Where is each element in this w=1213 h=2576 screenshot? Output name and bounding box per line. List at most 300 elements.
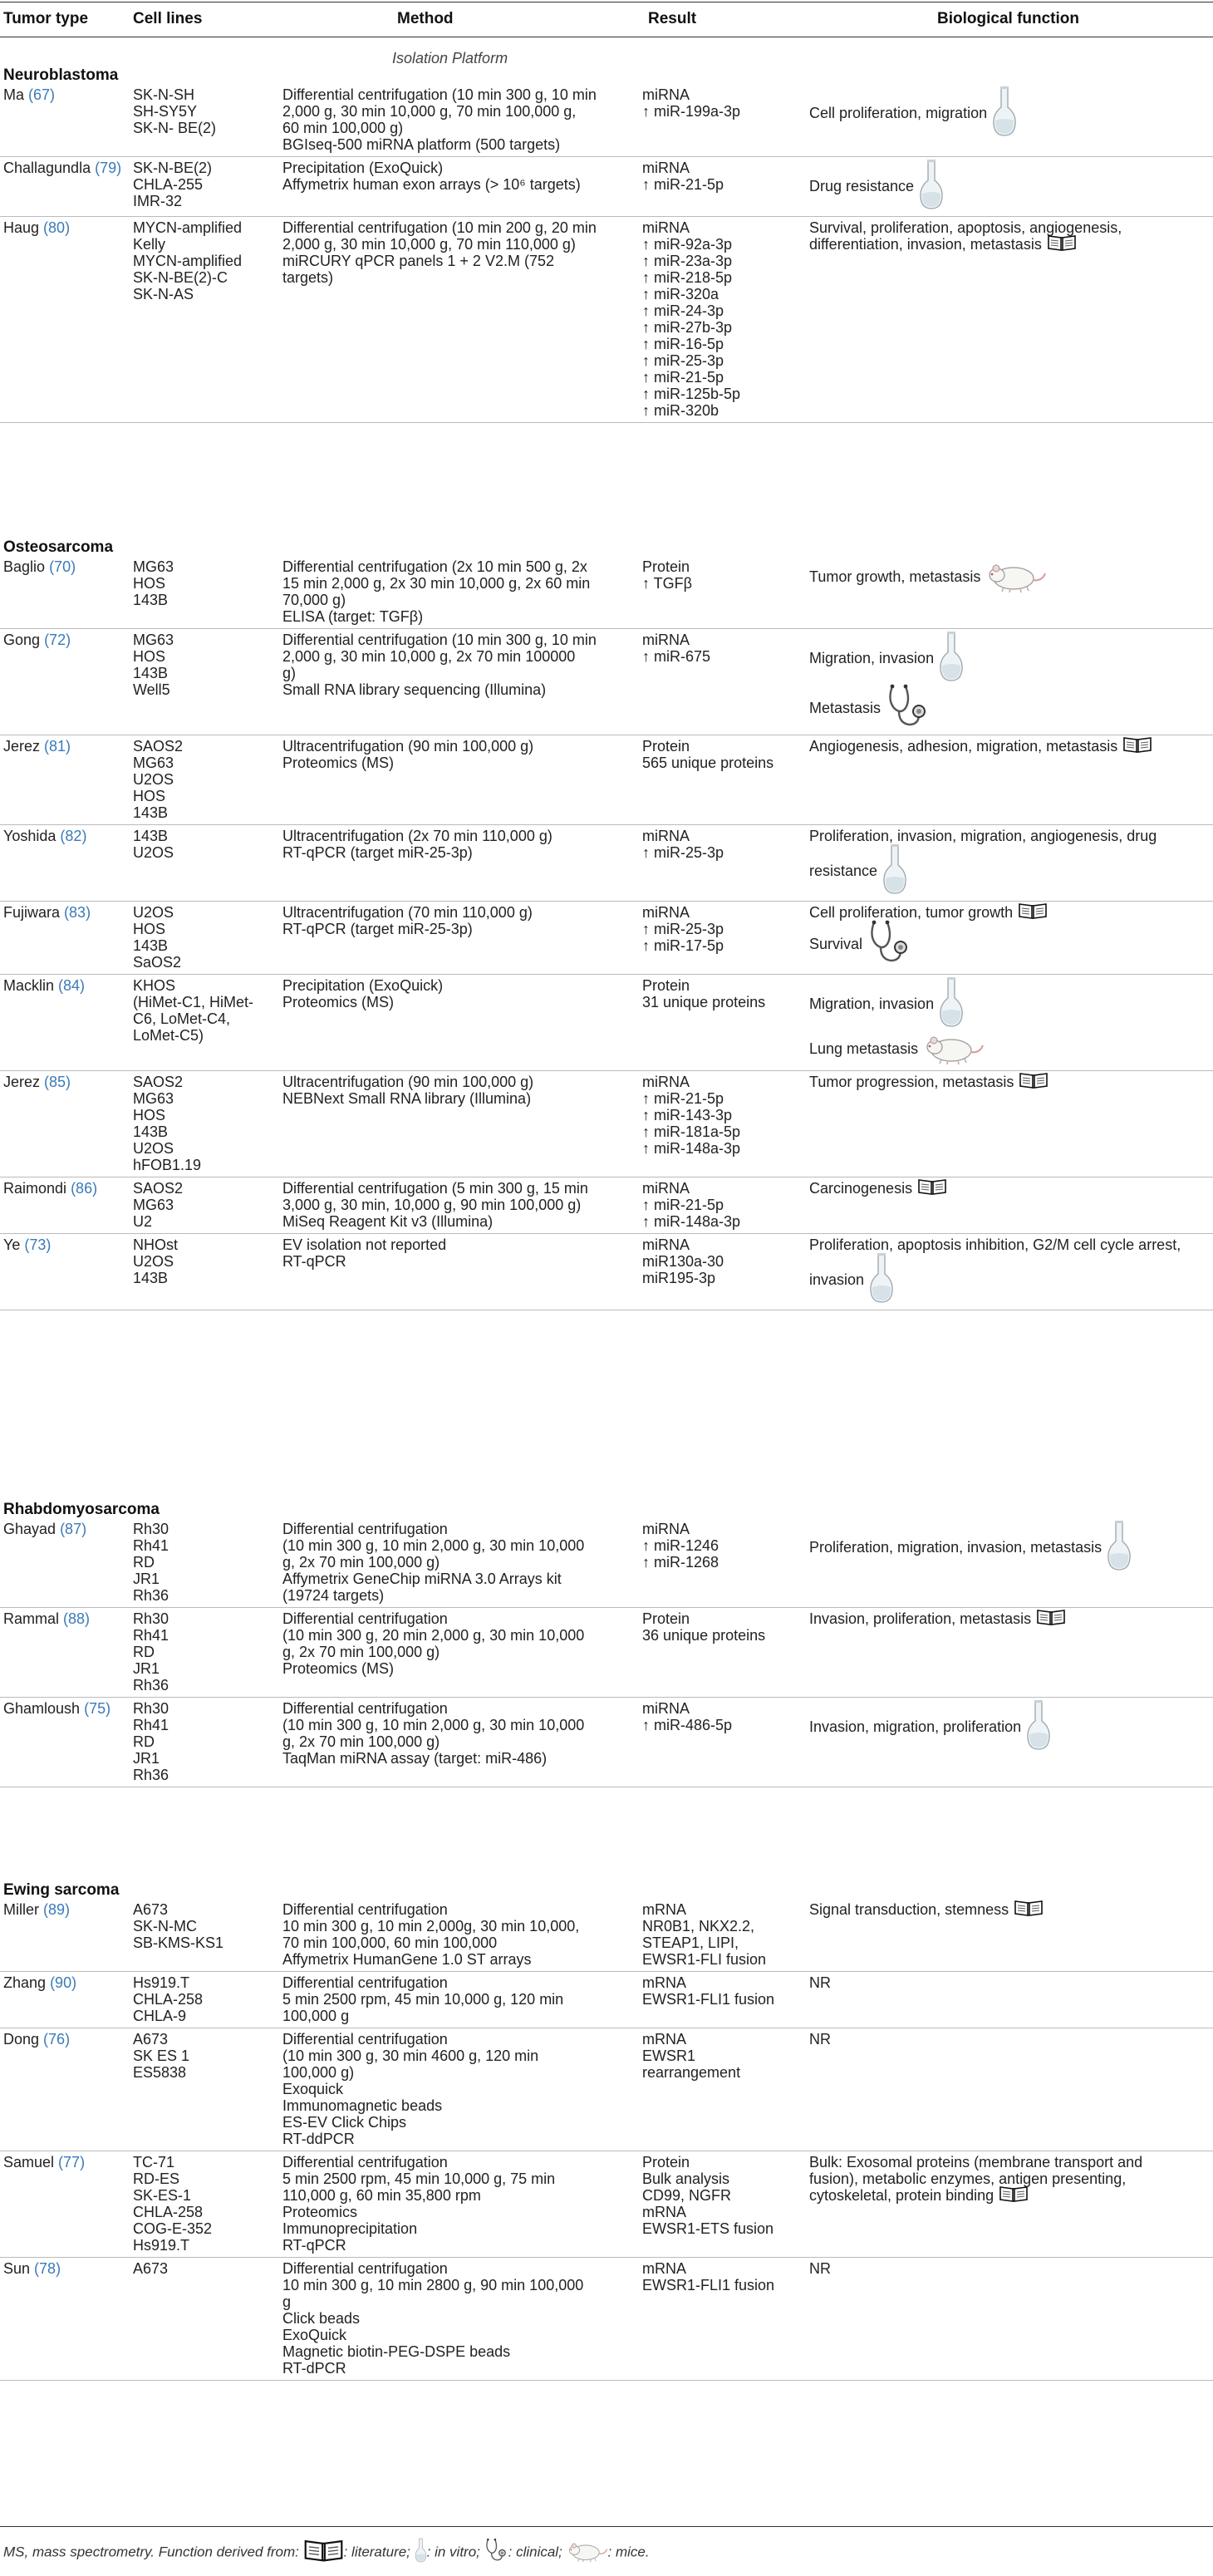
result-line: 565 unique proteins: [642, 755, 774, 771]
cell-lines-line: hFOB1.19: [133, 1157, 202, 1173]
cell-lines-line: CHLA-9: [133, 2008, 187, 2024]
function-line: [809, 977, 985, 1030]
biological-function: [809, 1700, 1051, 1753]
row-author: [3, 558, 76, 575]
method: [282, 2031, 538, 2147]
reference-link[interactable]: (79): [95, 160, 122, 176]
function-text: Metastasis: [809, 700, 882, 716]
result-line: ↑ miR-320b: [642, 402, 719, 419]
cell-lines-line: A673: [133, 2260, 169, 2277]
method: [282, 2154, 555, 2254]
cell-lines-line: MG63: [133, 558, 174, 575]
function-text: Proliferation, apoptosis inhibition, G2/M cell cycle arrest,: [809, 1236, 1181, 1253]
result: [642, 2260, 774, 2293]
function-text: Cell proliferation, tumor growth: [809, 904, 1014, 921]
row-author: [3, 977, 85, 994]
cell-lines: [133, 1610, 169, 1694]
row-author: [3, 1521, 86, 1537]
method-line: Differential centrifugation: [282, 2031, 448, 2048]
result-line: ↑ miR-125b-5p: [642, 386, 741, 402]
function-text: Lung metastasis: [809, 1040, 919, 1057]
row-rule: [0, 824, 1213, 825]
method-line: Proteomics: [282, 2204, 358, 2220]
reference-link[interactable]: (77): [58, 2154, 86, 2170]
function-text: Angiogenesis, adhesion, migration, metastasis: [809, 738, 1118, 755]
reference-link[interactable]: (70): [49, 558, 76, 575]
cell-lines-line: CHLA-255: [133, 176, 204, 193]
function-line: [809, 2260, 831, 2277]
biological-function: [809, 1521, 1132, 1574]
result-line: ↑ miR-143-3p: [642, 1107, 733, 1123]
biological-function: [809, 2154, 1142, 2204]
result: [642, 2154, 773, 2237]
result-line: miRNA: [642, 219, 690, 236]
biological-function: [809, 2031, 831, 2048]
result: [642, 1700, 732, 1733]
function-text: NR: [809, 2031, 831, 2048]
method-line: (10 min 300 g, 10 min 2,000 g, 30 min 10,000: [282, 1537, 585, 1554]
author-name: Rammal: [3, 1610, 60, 1627]
cell-lines: [133, 1901, 223, 1951]
cell-lines-line: SB-KMS-KS1: [133, 1934, 224, 1951]
result-line: STEAP1, LIPI,: [642, 1934, 739, 1951]
method-line: Differential centrifugation: [282, 1974, 448, 1991]
cell-lines-line: CHLA-258: [133, 1991, 204, 2008]
method-line: 10 min 300 g, 10 min 2800 g, 90 min 100,000: [282, 2277, 584, 2293]
function-line: [809, 1610, 1066, 1627]
function-text: Signal transduction, stemness: [809, 1901, 1009, 1918]
method-line: BGIseq-500 miRNA platform (500 targets): [282, 136, 561, 153]
method-line: 100,000 g: [282, 2008, 350, 2024]
result-line: miRNA: [642, 1700, 690, 1717]
reference-link[interactable]: (84): [58, 977, 86, 994]
literature-book-icon: [1019, 1071, 1048, 1093]
cell-lines: [133, 1700, 169, 1783]
in-vitro-flask-icon: [869, 1252, 894, 1307]
function-text: cytoskeletal, protein binding: [809, 2187, 994, 2204]
author-name: Jerez: [3, 1074, 41, 1090]
bottom-rule: [0, 2526, 1213, 2527]
cell-lines-line: SK-N-BE(2)-C: [133, 269, 228, 286]
row-author: [3, 1074, 71, 1090]
function-line: [809, 1236, 1181, 1253]
method-line: Differential centrifugation: [282, 1700, 448, 1717]
result-line: miRNA: [642, 828, 690, 844]
function-line: [809, 558, 1047, 595]
biological-function: [809, 904, 1048, 967]
row-rule: [0, 2257, 1213, 2258]
literature-book-icon: [1018, 902, 1048, 923]
result: [642, 1901, 766, 1968]
function-text: Invasion, migration, proliferation: [809, 1718, 1022, 1735]
cell-lines-line: SAOS2: [133, 738, 184, 755]
in-vitro-flask-icon: [939, 631, 964, 686]
cell-lines-line: Rh41: [133, 1717, 169, 1733]
method-line: Ultracentrifugation (70 min 110,000 g): [282, 904, 533, 921]
function-line: [809, 738, 1152, 755]
cell-lines-line: MYCN-amplified: [133, 253, 243, 269]
result-line: Protein: [642, 1610, 690, 1627]
row-author: [3, 738, 71, 755]
method-line: 70 min 100,000, 60 min 100,000: [282, 1934, 498, 1951]
method: [282, 1610, 584, 1677]
cell-lines-line: 143B: [133, 1123, 169, 1140]
cell-lines-line: 143B: [133, 665, 169, 681]
result-line: Protein: [642, 738, 690, 755]
row-author: [3, 86, 55, 103]
reference-link[interactable]: (86): [71, 1180, 98, 1197]
function-line: [809, 685, 964, 731]
cell-lines-line: Rh30: [133, 1700, 169, 1717]
cell-lines-line: MYCN-amplified: [133, 219, 243, 236]
result-line: ↑ miR-21-5p: [642, 1090, 724, 1107]
method: [282, 2260, 583, 2377]
method: [282, 86, 597, 153]
literature-book-icon: [1036, 1608, 1066, 1630]
function-text: resistance: [809, 863, 878, 879]
reference-link[interactable]: (73): [24, 1236, 52, 1253]
method-line: Differential centrifugation (5 min 300 g, 15 min: [282, 1180, 588, 1197]
author-name: Ma: [3, 86, 25, 103]
method-line: 2,000 g, 30 min 10,000 g, 2x 70 min 100000: [282, 648, 576, 665]
row-rule: [0, 1971, 1213, 1972]
row-rule: [0, 974, 1213, 975]
reference-link[interactable]: (87): [60, 1521, 87, 1537]
result: [642, 1974, 774, 2008]
method-line: 15 min 2,000 g, 2x 30 min 10,000 g, 2x 60 min: [282, 575, 591, 592]
row-author: [3, 1700, 110, 1717]
result-line: EWSR1: [642, 2048, 696, 2064]
function-text: invasion: [809, 1271, 865, 1288]
function-text: Tumor progression, metastasis: [809, 1074, 1014, 1090]
cell-lines-line: 143B: [133, 937, 169, 954]
method-line: miRCURY qPCR panels 1 + 2 V2.M (752: [282, 253, 554, 269]
result-line: Protein: [642, 2154, 690, 2170]
section-heading-neuroblastoma: Neuroblastoma: [3, 66, 119, 84]
result-line: miR195-3p: [642, 1270, 716, 1286]
biological-function: [809, 2260, 831, 2277]
result-line: ↑ miR-1268: [642, 1554, 719, 1571]
reference-link[interactable]: (85): [44, 1074, 71, 1090]
result: [642, 2031, 740, 2081]
method-line: EV isolation not reported: [282, 1236, 447, 1253]
biological-function: [809, 1180, 947, 1197]
row-author: [3, 828, 86, 844]
cell-lines-line: SK-N- BE(2): [133, 120, 217, 136]
result-line: ↑ miR-21-5p: [642, 1197, 724, 1213]
method-line: targets): [282, 269, 334, 286]
cell-lines-line: JR1: [133, 1660, 160, 1677]
author-name: Fujiwara: [3, 904, 61, 921]
cell-lines: [133, 2260, 168, 2277]
method-line: ELISA (target: TGFβ): [282, 608, 424, 625]
function-line: [809, 904, 1048, 921]
function-line: [809, 1974, 831, 1991]
result-line: ↑ TGFβ: [642, 575, 693, 592]
literature-book-icon: [303, 2538, 344, 2567]
biological-function: [809, 738, 1152, 755]
function-line: [809, 921, 1048, 967]
cell-lines-line: LoMet-C5): [133, 1027, 204, 1044]
row-author: [3, 1974, 76, 1991]
in-vitro-flask-icon: [1107, 1520, 1132, 1575]
section-heading-rhabdomyosarcoma: Rhabdomyosarcoma: [3, 1501, 160, 1518]
result-line: miRNA: [642, 632, 690, 648]
method-line: Affymetrix GeneChip miRNA 3.0 Arrays kit: [282, 1571, 562, 1587]
function-line: [809, 2170, 1142, 2187]
reference-link[interactable]: (72): [44, 632, 71, 648]
method-line: RT-qPCR (target miR-25-3p): [282, 844, 473, 861]
cell-lines-line: HOS: [133, 921, 166, 937]
author-name: Yoshida: [3, 828, 56, 844]
cell-lines-line: COG-E-352: [133, 2220, 213, 2237]
reference-link[interactable]: (78): [34, 2260, 61, 2277]
author-name: Miller: [3, 1901, 39, 1918]
method-line: NEBNext Small RNA library (Illumina): [282, 1090, 532, 1107]
cell-lines-line: SK-N-MC: [133, 1918, 197, 1934]
footnote-prefix: MS, mass spectrometry. Function derived from:: [3, 2544, 299, 2560]
row-author: [3, 1180, 97, 1197]
method-line: 110,000 g, 60 min 35,800 rpm: [282, 2187, 481, 2204]
method-line: Differential centrifugation: [282, 2154, 448, 2170]
cell-lines-line: RD: [133, 1644, 155, 1660]
cell-lines-line: KHOS: [133, 977, 176, 994]
author-name: Gong: [3, 632, 41, 648]
result-line: miRNA: [642, 86, 690, 103]
method-line: 100,000 g): [282, 2064, 355, 2081]
cell-lines-line: U2OS: [133, 1140, 174, 1157]
function-text: Survival, proliferation, apoptosis, angiogenesis,: [809, 219, 1122, 236]
reference-link[interactable]: (81): [44, 738, 71, 755]
in-vitro-flask-icon: [992, 86, 1017, 140]
result-line: EWSR1-FLI fusion: [642, 1951, 767, 1968]
cell-lines-line: C6, LoMet-C4,: [133, 1010, 231, 1027]
method-line: RT-qPCR: [282, 2237, 346, 2254]
function-line: [809, 1074, 1048, 1090]
function-text: Proliferation, invasion, migration, angiogenesis, drug: [809, 828, 1157, 844]
reference-link[interactable]: (67): [28, 86, 56, 103]
function-text: Drug resistance: [809, 178, 915, 194]
clinical-stethoscope-icon: [867, 919, 912, 969]
method: [282, 738, 533, 771]
function-line: [809, 828, 1157, 844]
function-text: Proliferation, migration, invasion, metastasis: [809, 1539, 1103, 1556]
method-line: TaqMan miRNA assay (target: miR-486): [282, 1750, 548, 1767]
row-author: [3, 2260, 61, 2277]
result-line: NR0B1, NKX2.2,: [642, 1918, 755, 1934]
method-line: Differential centrifugation (2x 10 min 500 g, 2x: [282, 558, 587, 575]
author-name: Jerez: [3, 738, 41, 755]
literature-book-icon: [1014, 1899, 1044, 1920]
cell-lines-line: A673: [133, 2031, 169, 2048]
cell-lines-line: RD-ES: [133, 2170, 180, 2187]
result-line: mRNA: [642, 2204, 686, 2220]
function-text: Bulk: Exosomal proteins (membrane transport and: [809, 2154, 1143, 2170]
result-line: Protein: [642, 558, 690, 575]
function-line: [809, 1180, 947, 1197]
literature-book-icon: [999, 2185, 1029, 2206]
result-line: ↑ miR-199a-3p: [642, 103, 741, 120]
method: [282, 558, 590, 625]
row-author: [3, 2031, 70, 2048]
cell-lines-line: 143B: [133, 804, 169, 821]
result-line: rearrangement: [642, 2064, 741, 2081]
cell-lines-line: Hs919.T: [133, 1974, 190, 1991]
result-line: miRNA: [642, 1521, 690, 1537]
method-line: (19724 targets): [282, 1587, 385, 1604]
method-line: Magnetic biotin-PEG-DSPE beads: [282, 2343, 511, 2360]
result-line: miRNA: [642, 1074, 690, 1090]
result-line: ↑ miR-27b-3p: [642, 319, 733, 336]
function-line: [809, 2031, 831, 2048]
result-line: ↑ miR-181a-5p: [642, 1123, 741, 1140]
method-line: (10 min 300 g, 20 min 2,000 g, 30 min 10,000: [282, 1627, 585, 1644]
result-line: ↑ miR-21-5p: [642, 176, 724, 193]
method-line: g, 2x 70 min 100,000 g): [282, 1733, 440, 1750]
reference-link[interactable]: (83): [64, 904, 91, 921]
method-line: Differential centrifugation (10 min 300 g, 10 min: [282, 632, 597, 648]
row-rule: [0, 422, 1213, 423]
cell-lines-line: U2OS: [133, 844, 174, 861]
in-vitro-flask-icon: [919, 159, 944, 214]
method-line: Affymetrix HumanGene 1.0 ST arrays: [282, 1951, 532, 1968]
row-rule: [0, 1607, 1213, 1608]
function-text: Survival: [809, 936, 863, 952]
reference-link[interactable]: (90): [50, 1974, 77, 1991]
footnote-literature: : literature;: [343, 2544, 410, 2560]
result: [642, 1610, 765, 1644]
header-cell-lines: Cell lines: [133, 10, 203, 27]
method-line: Small RNA library sequencing (Illumina): [282, 681, 547, 698]
method-line: Differential centrifugation: [282, 1521, 448, 1537]
result-line: miRNA: [642, 160, 690, 176]
section-heading-ewing-sarcoma: Ewing sarcoma: [3, 1881, 120, 1899]
cell-lines-line: Rh41: [133, 1537, 169, 1554]
literature-book-icon: [1047, 234, 1077, 255]
method-line: Ultracentrifugation (2x 70 min 110,000 g): [282, 828, 552, 844]
reference-link[interactable]: (88): [63, 1610, 91, 1627]
method-line: Immunomagnetic beads: [282, 2097, 443, 2114]
cell-lines: [133, 738, 183, 821]
method-line: Precipitation (ExoQuick): [282, 977, 444, 994]
function-text: Migration, invasion: [809, 995, 935, 1012]
function-line: [809, 1253, 1181, 1306]
method-line: g, 2x 70 min 100,000 g): [282, 1554, 440, 1571]
method-line: 2,000 g, 30 min 10,000 g, 70 min 110,000 g): [282, 236, 576, 253]
cell-lines-line: HOS: [133, 788, 166, 804]
cell-lines-line: IMR-32: [133, 193, 183, 209]
cell-lines-line: SK-N-AS: [133, 286, 194, 302]
author-name: Ghayad: [3, 1521, 56, 1537]
method: [282, 828, 552, 861]
reference-link[interactable]: (76): [43, 2031, 71, 2048]
cell-lines: [133, 160, 212, 209]
result-line: ↑ miR-320a: [642, 286, 719, 302]
cell-lines-line: CHLA-258: [133, 2204, 204, 2220]
method-line: RT-qPCR: [282, 1253, 346, 1270]
biological-function: [809, 86, 1017, 140]
mice-icon: [985, 557, 1047, 597]
function-line: [809, 1030, 985, 1067]
cell-lines: [133, 558, 174, 608]
in-vitro-flask-icon: [1026, 1699, 1051, 1754]
biological-function: [809, 1236, 1181, 1306]
section-heading-osteosarcoma: Osteosarcoma: [3, 538, 114, 556]
method: [282, 1236, 446, 1270]
result-line: ↑ miR-1246: [642, 1537, 719, 1554]
cell-lines-line: RD: [133, 1554, 155, 1571]
biological-function: [809, 632, 964, 731]
row-author: [3, 160, 121, 176]
result-line: ↑ miR-675: [642, 648, 711, 665]
function-text: NR: [809, 2260, 831, 2277]
cell-lines: [133, 828, 174, 861]
result-line: EWSR1-FLI1 fusion: [642, 1991, 775, 2008]
function-text: Carcinogenesis: [809, 1180, 913, 1197]
cell-lines-line: SK-N-SH: [133, 86, 195, 103]
cell-lines-line: SK-N-BE(2): [133, 160, 213, 176]
method-line: MiSeq Reagent Kit v3 (Illumina): [282, 1213, 494, 1230]
cell-lines-line: Hs919.T: [133, 2237, 190, 2254]
method-line: 3,000 g, 30 min, 10,000 g, 90 min 100,000 g): [282, 1197, 582, 1213]
biological-function: [809, 1610, 1066, 1627]
method: [282, 904, 533, 937]
row-author: [3, 1610, 90, 1627]
author-name: Haug: [3, 219, 40, 236]
result-line: ↑ miR-148a-3p: [642, 1140, 741, 1157]
in-vitro-flask-icon: [939, 976, 964, 1031]
cell-lines-line: JR1: [133, 1571, 160, 1587]
header-method: Method: [397, 10, 454, 27]
cell-lines-line: MG63: [133, 632, 174, 648]
isolation-platform-subheader: Isolation Platform: [392, 50, 508, 66]
cell-lines-line: A673: [133, 1901, 169, 1918]
cell-lines-line: HOS: [133, 648, 166, 665]
method-line: 70,000 g): [282, 592, 346, 608]
result-line: ↑ miR-24-3p: [642, 302, 724, 319]
cell-lines: [133, 1521, 169, 1604]
footnote-clinical: : clinical;: [508, 2544, 562, 2560]
row-author: [3, 632, 71, 648]
reference-link[interactable]: (80): [43, 219, 71, 236]
result-line: ↑ miR-23a-3p: [642, 253, 733, 269]
mice-icon: [567, 2538, 608, 2567]
biological-function: [809, 1974, 831, 1991]
reference-link[interactable]: (75): [84, 1700, 111, 1717]
result-line: ↑ miR-218-5p: [642, 269, 733, 286]
result-line: ↑ miR-25-3p: [642, 352, 724, 369]
method-line: Ultracentrifugation (90 min 100,000 g): [282, 738, 534, 755]
result-line: mRNA: [642, 1901, 686, 1918]
reference-link[interactable]: (89): [43, 1901, 71, 1918]
method: [282, 632, 597, 698]
result-line: EWSR1-ETS fusion: [642, 2220, 774, 2237]
reference-link[interactable]: (82): [60, 828, 87, 844]
footnote-in-vitro: : in vitro;: [426, 2544, 480, 2560]
row-rule: [0, 2380, 1213, 2381]
cell-lines: [133, 86, 216, 136]
author-name: Macklin: [3, 977, 55, 994]
row-author: [3, 1901, 70, 1918]
cell-lines-line: MG63: [133, 1197, 174, 1213]
clinical-stethoscope-icon: [484, 2538, 508, 2567]
cell-lines-line: MG63: [133, 1090, 174, 1107]
result-line: 31 unique proteins: [642, 994, 766, 1010]
cell-lines-line: RD: [133, 1733, 155, 1750]
method-line: Differential centrifugation: [282, 1901, 448, 1918]
result: [642, 828, 724, 861]
literature-book-icon: [917, 1177, 947, 1199]
